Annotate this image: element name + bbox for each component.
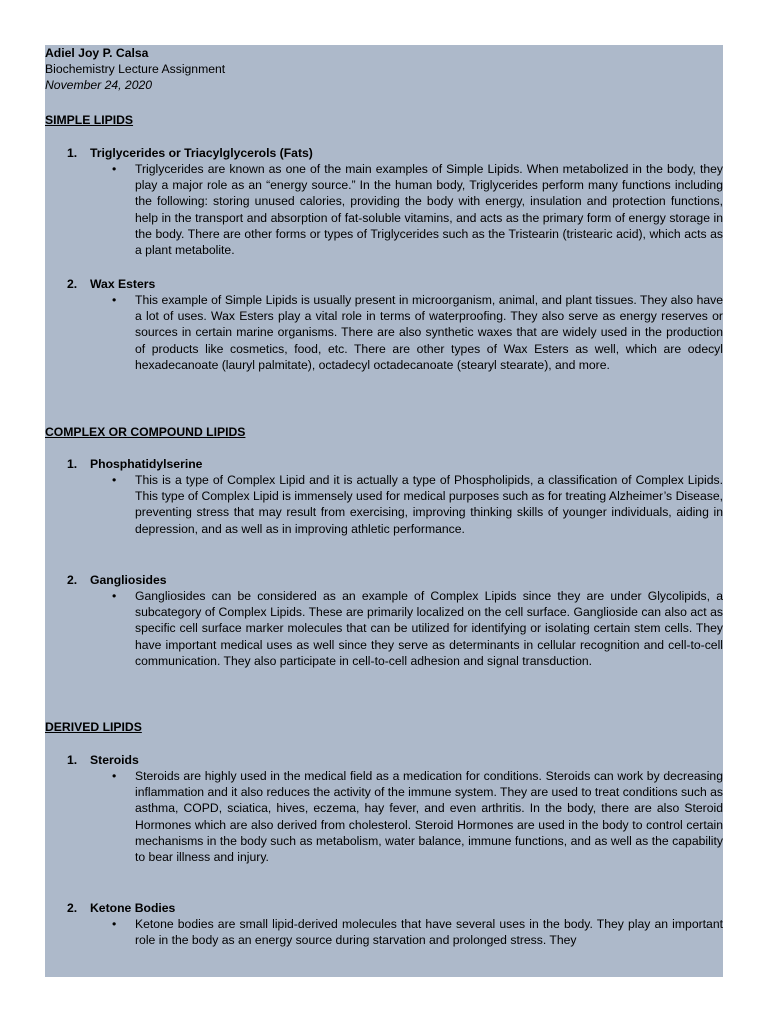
item-heading [45, 572, 723, 588]
item-number: 1. [67, 753, 78, 767]
item-number: 2. [67, 573, 78, 587]
item-heading-text: Gangliosides [90, 573, 167, 587]
course-name: Biochemistry Lecture Assignment [45, 62, 226, 76]
document-page [45, 45, 723, 977]
bullet-icon: • [112, 162, 117, 176]
item-heading-text: Triglycerides or Triacylglycerols (Fats) [90, 146, 313, 160]
item-number: 2. [67, 901, 78, 915]
bullet-row [45, 768, 723, 865]
bullet-icon: • [112, 473, 117, 487]
item-number: 1. [67, 457, 78, 471]
section-title-derived-lipids: DERIVED LIPIDS [45, 720, 142, 734]
bullet-row [45, 292, 723, 373]
bullet-text: This example of Simple Lipids is usually present in microorganism, animal, and plant tissues. They also have a lot of uses. Wax Esters play a vital role in terms of waterproofing. They also serve as energy reserves or sources in certain marine organisms. There are also synthetic waxes that are widely used in the production of products like cosmetics, food, etc. There are other types of Wax Esters as well, which are odecyl hexadecanoate (lauryl palmitate), octadecyl octadecanoate (stearyl stearate), and more. [135, 293, 723, 372]
item-heading-text: Ketone Bodies [90, 901, 176, 915]
bullet-row [45, 161, 723, 258]
bullet-icon: • [112, 769, 117, 783]
item-heading-text: Wax Esters [90, 277, 156, 291]
section-title-complex-lipids: COMPLEX OR COMPOUND LIPIDS [45, 425, 246, 439]
document-header [45, 45, 723, 93]
section-title-simple-lipids: SIMPLE LIPIDS [45, 113, 134, 127]
bullet-text: Triglycerides are known as one of the main examples of Simple Lipids. When metabolized in the body, they play a major role as an “energy source.” In the human body, Triglycerides perform many functions including the following: storing unused calories, providing the body with energy, insulation and protection functions, help in the transport and absorption of fat-soluble vitamins, and acts as the primary form of energy storage in the body. There are other forms or types of Triglycerides such as the Tristearin (tristearic acid), which acts as a plant metabolite. [135, 162, 723, 258]
document-date: November 24, 2020 [45, 78, 153, 92]
bullet-row [45, 916, 723, 948]
list-item [45, 900, 723, 948]
bullet-row [45, 588, 723, 669]
bullet-text: Ketone bodies are small lipid-derived molecules that have several uses in the body. They play an important role in the body as an energy source during starvation and prolonged stress. They [135, 917, 723, 948]
bullet-text: This is a type of Complex Lipid and it is actually a type of Phospholipids, a classification of Complex Lipids. This type of Complex Lipid is immensely used for medical purposes such as for treating Alzheimer’s Disease, preventing stress that may result from exercising, improving thinking skills of younger individuals, aiding in depression, and as well as in improving athletic performance. [135, 473, 723, 536]
item-number: 2. [67, 277, 78, 291]
bullet-text: Gangliosides can be considered as an example of Complex Lipids since they are under Glycolipids, a subcategory of Complex Lipids. These are primarily localized on the cell surface. Ganglioside can also act as specific cell surface marker molecules that can be utilized for identifying or isolating certain stem cells. They have important medical uses as well since they serve as determinants in cellular recognition and cell-to-cell communication. They also participate in cell-to-cell adhesion and signal transduction. [135, 589, 723, 668]
item-heading-text: Steroids [90, 753, 139, 767]
item-heading [45, 456, 723, 472]
item-heading [45, 145, 723, 161]
item-heading-text: Phosphatidylserine [90, 457, 203, 471]
list-item [45, 752, 723, 865]
list-item [45, 572, 723, 669]
bullet-icon: • [112, 589, 117, 603]
bullet-row [45, 472, 723, 537]
bullet-text: Steroids are highly used in the medical field as a medication for conditions. Steroids can work by decreasing inflammation and it also reduces the activity of the immune system. They are used to treat conditions such as asthma, COPD, sciatica, hives, eczema, hay fever, and even arthritis. In the body, there are also Steroid Hormones which are also derived from cholesterol. Steroid Hormones are used in the body to control certain mechanisms in the body such as metabolism, water balance, immune functions, and as well as the capability to bear illness and injury. [135, 769, 723, 865]
item-number: 1. [67, 146, 78, 160]
item-heading [45, 276, 723, 292]
item-heading [45, 900, 723, 916]
author-name: Adiel Joy P. Calsa [45, 46, 149, 60]
list-item [45, 456, 723, 537]
bullet-icon: • [112, 917, 117, 931]
bullet-icon: • [112, 293, 117, 307]
list-item [45, 276, 723, 373]
list-item [45, 145, 723, 258]
item-heading [45, 752, 723, 768]
